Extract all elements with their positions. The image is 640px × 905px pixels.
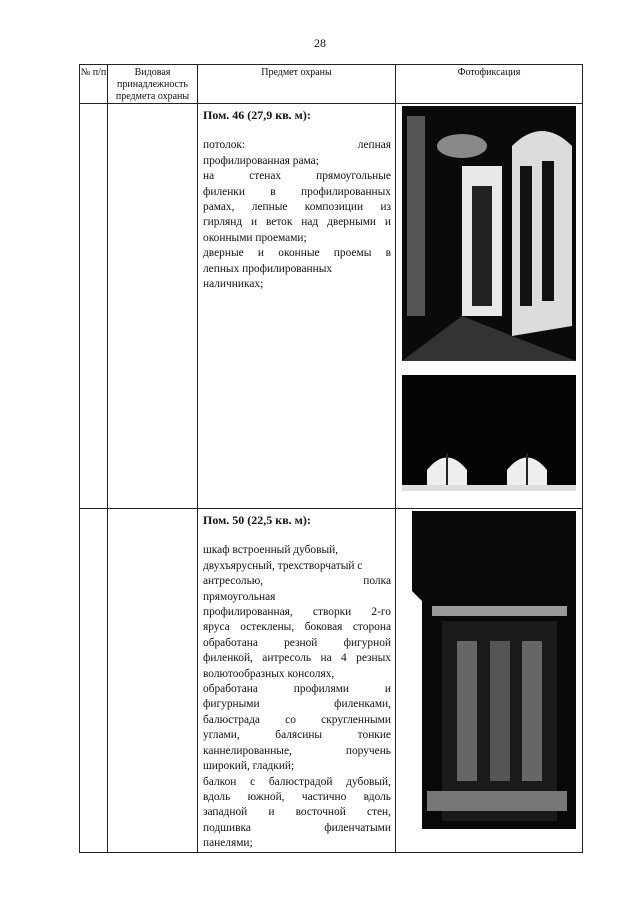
description-line: яруса остеклены, боковая сторона: [203, 621, 391, 634]
photo-room-46-windows: [402, 375, 576, 491]
header-type: Видовая принадлежность предмета охраны: [108, 65, 198, 104]
description-line: подшивка филенчатыми: [203, 821, 391, 834]
header-subject: Предмет охраны: [198, 65, 396, 104]
description-line: наличниках;: [203, 278, 264, 291]
description-line: шкаф встроенный дубовый,: [203, 544, 339, 557]
cell-type: [108, 509, 198, 853]
description-line: балкон с балюстрадой дубовый,: [203, 775, 391, 788]
description-line: профилированная рама;: [203, 154, 319, 167]
description-line: обработана резной фигурной: [203, 636, 391, 649]
photo-room-46-interior: [402, 106, 576, 361]
description-line: прямоугольная: [203, 590, 276, 603]
description-line: углами, балясины тонкие: [203, 729, 391, 742]
description-line: антресолью, полка: [203, 575, 391, 588]
cell-photo: [396, 104, 583, 509]
description-line: западной и восточной стен,: [203, 806, 391, 819]
room-title: Пом. 46 (27,9 кв. м):: [203, 108, 311, 122]
description-line: дверные и оконные проемы в: [203, 247, 391, 260]
header-photo: Фотофиксация: [396, 65, 583, 104]
protection-table: [79, 64, 583, 853]
description-line: каннелированные, поручень: [203, 744, 391, 757]
description-line: вдоль южной, частично вдоль: [203, 790, 391, 803]
description-line: волютообразных консолях,: [203, 667, 335, 680]
cell-number: [80, 509, 108, 853]
description-line: оконными проемами;: [203, 231, 307, 244]
description-line: потолок: лепная: [203, 139, 391, 152]
description-line: обработана профилями и: [203, 683, 391, 696]
description-line: рамах, лепные композиции из: [203, 201, 391, 214]
table-header-row: [80, 65, 583, 104]
cell-subject: [198, 509, 396, 853]
description-line: гирлянд и веток над дверными и: [203, 216, 391, 229]
table-row: [80, 104, 583, 509]
cell-photo: [396, 509, 583, 853]
description-line: фигурными филенками,: [203, 698, 391, 711]
cell-subject: [198, 104, 396, 509]
description-line: балюстрада со скругленными: [203, 713, 391, 726]
table-row: [80, 509, 583, 853]
cell-type: [108, 104, 198, 509]
cell-number: [80, 104, 108, 509]
photo-room-50-cabinet: [402, 511, 576, 829]
description-line: лепных профилированных: [203, 262, 333, 275]
room-title: Пом. 50 (22,5 кв. м):: [203, 513, 311, 527]
description-line: широкий, гладкий;: [203, 760, 295, 773]
header-number: № п/п: [80, 65, 108, 104]
description-line: профилированная, створки 2-го: [203, 606, 391, 619]
description-line: филенкой, антресоль на 4 резных: [203, 652, 391, 665]
description-line: панелями;: [203, 837, 253, 850]
description-line: двухъярусный, трехстворчатый с: [203, 559, 363, 572]
description-line: филенки в профилированных: [203, 185, 391, 198]
page-number: 28: [314, 36, 326, 50]
description-line: на стенах прямоугольные: [203, 170, 391, 183]
